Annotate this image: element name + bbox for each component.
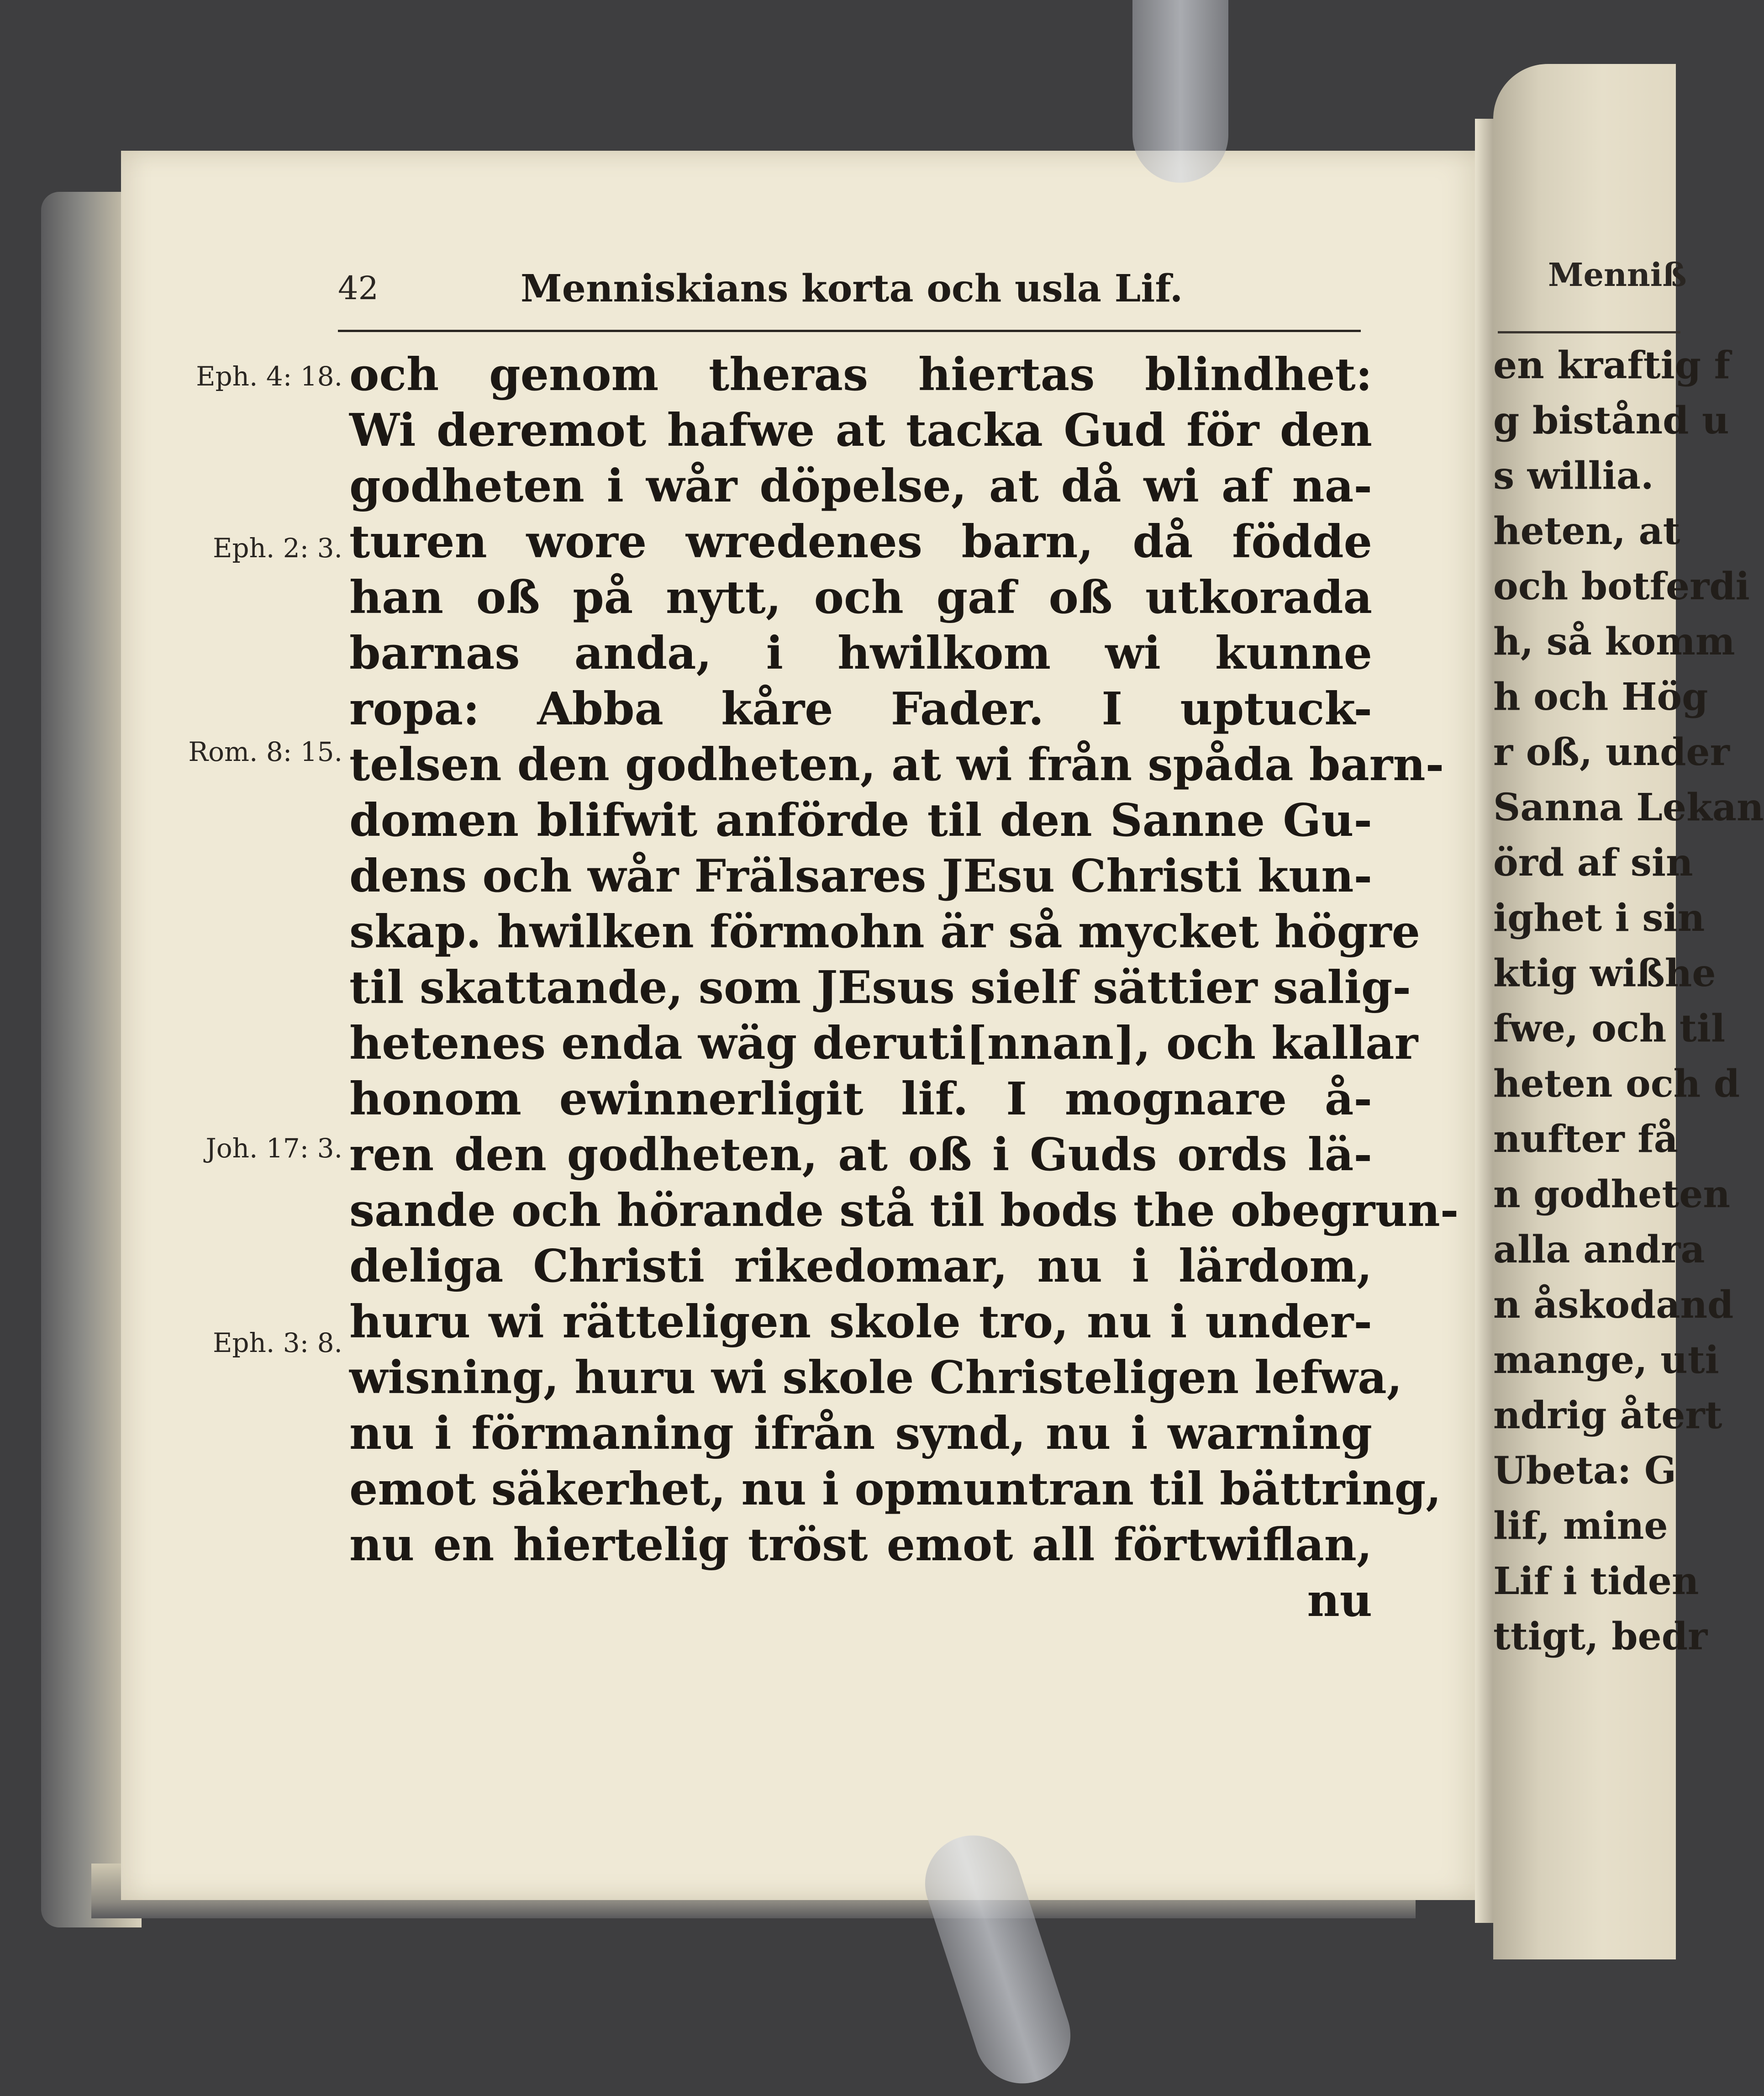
text-line: r oß, under: [1493, 730, 1730, 774]
text-line: heten och d: [1493, 1062, 1740, 1106]
text-line: Wi deremot hafwe at tacka Gud för den: [349, 404, 1372, 457]
text-line: til skattande, som JEsus sielf sättier salig-: [349, 961, 1411, 1014]
text-line: Ubeta: G: [1493, 1449, 1676, 1493]
text-line: honom ewinnerligit lif. I mognare å-: [349, 1073, 1372, 1125]
text-line: och genom theras hiertas blindhet:: [349, 348, 1372, 401]
page-holder-clip: [1132, 0, 1228, 183]
text-line: ropa: Abba kåre Fader. I uptuck-: [349, 683, 1372, 735]
page-number: 42: [338, 269, 379, 307]
text-line: sande och hörande stå til bods the obegrun-: [349, 1184, 1459, 1237]
text-line: Lif i tiden: [1493, 1559, 1699, 1603]
text-line: n åskodand: [1493, 1283, 1734, 1327]
text-line: h och Hög: [1493, 675, 1708, 719]
header-rule: [338, 330, 1361, 332]
right-text-block: [1493, 338, 1764, 1664]
text-line: han oß på nytt, och gaf oß utkorada: [349, 571, 1372, 624]
right-page: [1493, 64, 1764, 1959]
right-running-title: Menniß: [1548, 256, 1687, 294]
margin-reference: Eph. 3: 8.: [213, 1327, 342, 1358]
text-line: Sanna Lekan: [1493, 786, 1764, 829]
text-line: domen blifwit anförde til den Sanne Gu-: [349, 794, 1372, 847]
text-line: skap. hwilken förmohn är så mycket högre: [349, 906, 1420, 958]
running-title: Menniskians korta och usla Lif.: [521, 267, 1183, 311]
text-line: emot säkerhet, nu i opmuntran til bättring,: [349, 1463, 1442, 1515]
page-header: [338, 269, 1361, 315]
text-line: barnas anda, i hwilkom wi kunne: [349, 627, 1372, 680]
text-line: huru wi rätteligen skole tro, nu i under-: [349, 1296, 1372, 1348]
text-line: nu en hiertelig tröst emot all förtwiflan,: [349, 1519, 1372, 1571]
text-line: telsen den godheten, at wi från spåda barn-: [349, 739, 1444, 791]
text-line: ndrig återt: [1493, 1394, 1722, 1437]
text-line: godheten i wår döpelse, at då wi af na-: [349, 460, 1372, 512]
text-line: en kraftig f: [1493, 343, 1730, 387]
right-header-rule: [1498, 331, 1680, 333]
margin-reference: Eph. 4: 18.: [196, 361, 342, 392]
text-line: ttigt, bedr: [1493, 1615, 1708, 1658]
text-line: nufter få: [1493, 1117, 1678, 1161]
text-line: ighet i sin: [1493, 896, 1705, 940]
text-line: alla andra: [1493, 1228, 1705, 1272]
text-line: ren den godheten, at oß i Guds ords lä-: [349, 1129, 1372, 1181]
text-line: lif, mine: [1493, 1504, 1668, 1548]
margin-reference: Eph. 2: 3.: [213, 533, 342, 564]
text-line: h, så komm: [1493, 620, 1735, 664]
text-line: wisning, huru wi skole Christeligen lefwa,: [349, 1352, 1402, 1404]
catchword: nu: [1307, 1574, 1372, 1627]
text-line: s willia.: [1493, 454, 1654, 498]
text-line: hetenes enda wäg deruti[nnan], och kallar: [349, 1017, 1418, 1070]
text-line: och botferdi: [1493, 565, 1750, 608]
text-line: turen wore wredenes barn, då födde: [349, 516, 1372, 568]
text-line: heten, at: [1493, 509, 1680, 553]
text-line: deliga Christi rikedomar, nu i lärdom,: [349, 1240, 1372, 1293]
main-text-block: [349, 347, 1459, 1629]
text-line: ktig wißhe: [1493, 951, 1716, 995]
text-line: nu i förmaning ifrån synd, nu i warning: [349, 1407, 1372, 1460]
text-line: dens och wår Frälsares JEsu Christi kun-: [349, 850, 1373, 903]
text-line: örd af sin: [1493, 841, 1693, 885]
text-line: n godheten: [1493, 1172, 1730, 1216]
margin-reference: Rom. 8: 15.: [188, 736, 342, 767]
text-line: fwe, och til: [1493, 1007, 1726, 1051]
text-line: mange, uti: [1493, 1338, 1719, 1382]
margin-reference: Joh. 17: 3.: [205, 1133, 342, 1164]
text-line: g bistånd u: [1493, 399, 1729, 443]
